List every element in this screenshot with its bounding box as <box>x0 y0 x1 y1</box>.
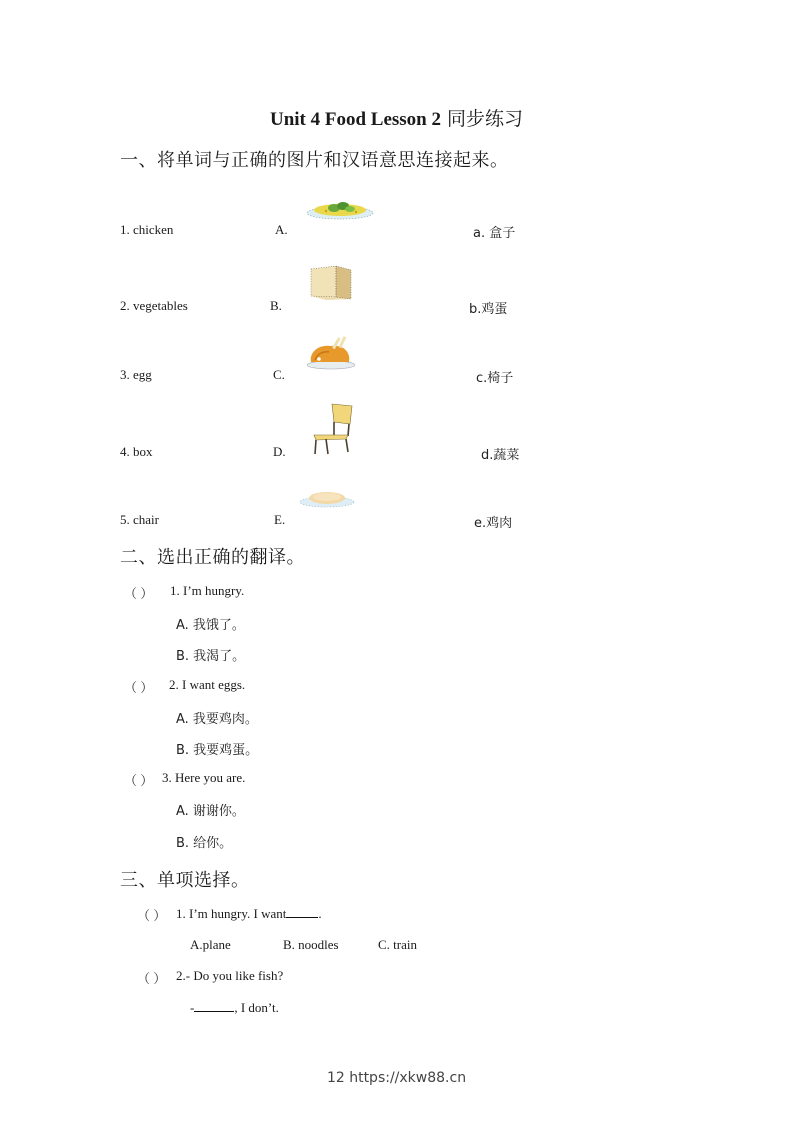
picture-label-d: D. <box>273 444 286 459</box>
box-icon <box>308 263 354 301</box>
page-footer: 12 https://xkw88.cn <box>326 1070 467 1086</box>
egg-plate-icon <box>298 487 356 511</box>
section2-heading: 二、选出正确的翻译。 <box>120 547 305 568</box>
s2-q3-option-b: B. 给你。 <box>176 836 233 851</box>
meaning-b: b.鸡蛋 <box>469 302 508 317</box>
word-vegetables: 2. vegetables <box>120 298 188 313</box>
s3-q2-suffix: , I don’t. <box>234 1000 279 1015</box>
picture-label-e: E. <box>274 512 286 527</box>
word-chair: 5. chair <box>120 512 159 527</box>
s3-question-1 <box>176 905 322 922</box>
s2-q1-option-b: B. 我渴了。 <box>176 649 246 664</box>
s3-q1-option-a: A.plane <box>190 937 231 952</box>
s2-q3-option-a: A. 谢谢你。 <box>176 804 245 819</box>
section3-heading: 三、单项选择。 <box>120 870 250 891</box>
s3-question-2: 2.- Do you like fish? <box>176 968 284 983</box>
answer-blank-s2q1[interactable]: （ ） <box>124 586 154 601</box>
meaning-c: c.椅子 <box>476 371 514 386</box>
s2-question-3: 3. Here you are. <box>162 770 246 785</box>
s2-q2-option-b: B. 我要鸡蛋。 <box>176 743 259 758</box>
s2-question-1: 1. I’m hungry. <box>170 583 245 598</box>
s2-q2-option-a: A. 我要鸡肉。 <box>176 712 258 727</box>
title-english: Unit 4 Food Lesson 2 <box>269 109 441 130</box>
s3-q1-prompt: 1. I’m hungry. I want <box>176 906 287 921</box>
s3-q2-prefix: - <box>190 1000 195 1015</box>
answer-blank-s3q1[interactable]: （ ） <box>137 908 167 923</box>
meaning-e: e.鸡肉 <box>474 516 513 531</box>
word-chicken: 1. chicken <box>120 222 174 237</box>
vegetables-plate-icon <box>304 196 376 222</box>
s3-q1-option-b: B. noodles <box>283 937 339 952</box>
meaning-a: a. 盒子 <box>473 226 516 241</box>
s2-question-2: 2. I want eggs. <box>169 677 246 692</box>
meaning-d: d.蔬菜 <box>481 448 520 463</box>
s3-q2-answer-line <box>190 999 279 1016</box>
word-box: 4. box <box>120 444 153 459</box>
s2-q1-option-a: A. 我饿了。 <box>176 618 245 633</box>
answer-blank-s3q2[interactable]: （ ） <box>137 971 167 986</box>
answer-blank-s2q3[interactable]: （ ） <box>124 773 154 788</box>
picture-label-c: C. <box>273 367 285 382</box>
fill-blank[interactable] <box>286 905 318 918</box>
page-title <box>0 104 793 131</box>
picture-label-b: B. <box>270 298 282 313</box>
section1-heading: 一、将单词与正确的图片和汉语意思连接起来。 <box>120 150 509 171</box>
answer-blank-s2q2[interactable]: （ ） <box>124 680 154 695</box>
title-chinese: 同步练习 <box>447 109 524 130</box>
word-egg: 3. egg <box>120 367 152 382</box>
s3-q1-option-c: C. train <box>378 937 417 952</box>
chair-icon <box>312 402 356 456</box>
picture-label-a: A. <box>275 222 288 237</box>
roast-chicken-icon <box>305 334 357 370</box>
fill-blank[interactable] <box>194 999 234 1012</box>
s3-q1-suffix: . <box>318 906 322 921</box>
